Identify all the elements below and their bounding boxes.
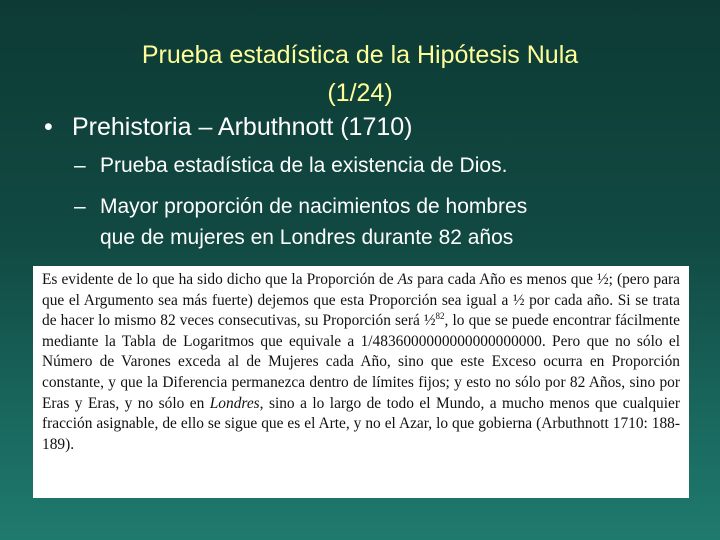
quote-part-1: Es evidente de lo que ha sido dicho que la Proporción de (42, 271, 398, 288)
slide-title-line1: Prueba estadística de la Hipótesis Nula (141, 41, 579, 69)
bullet-symbol: • (44, 113, 53, 141)
quote-italic-londres: Londres (209, 394, 260, 412)
quote-italic-as: As (397, 271, 414, 288)
slide-title-line2: (1/24) (327, 79, 393, 107)
bullet-item (44, 108, 412, 146)
quote-box (33, 266, 689, 498)
sub-item-1 (74, 150, 507, 181)
sub-dash-2: – (74, 195, 86, 218)
quote-part-4: , sino a lo largo de todo el Mundo, a mucho menos que cualquier fracción asignable, de ello se sigue que es el Arte, y no el Azar, lo que gobierna (Arbuthnott 1710: 188-189). (42, 394, 680, 453)
quote-part-3: , lo que se puede encontrar fácilmente mediante la Tabla de Logaritmos que equivale a 1/4836000000000000000000. Pero que no sólo el Número de Varones exceda al de Mujeres cada Año, sino que este Exceso ocurra en Proporción constante, y que la Diferencia permanezca dentro de límites fijos; y esto no sólo por 82 Años, sino por Eras y Eras, y no sólo en (42, 312, 680, 412)
sub-text-2-line1: Mayor proporción de nacimientos de hombres (100, 195, 528, 218)
sub-item-2 (74, 191, 694, 253)
bullet-text: Prehistoria – Arbuthnott (1710) (72, 113, 413, 141)
sub-text-1: Prueba estadística de la existencia de Dios. (100, 154, 508, 177)
quote-part-2: para cada Año es menos que ½; (pero para que el Argumento sea más fuerte) dejemos que esta Proporción sea igual a ½ por cada año. Si se trata de hacer lo mismo 82 veces consecutivas, su Proporción será ½ (42, 271, 680, 330)
slide-title (0, 36, 720, 112)
sub-dash-1: – (74, 154, 86, 177)
sub-text-2-line2: que de mujeres en Londres durante 82 años (100, 226, 514, 249)
quote-exponent: 82 (435, 311, 445, 322)
